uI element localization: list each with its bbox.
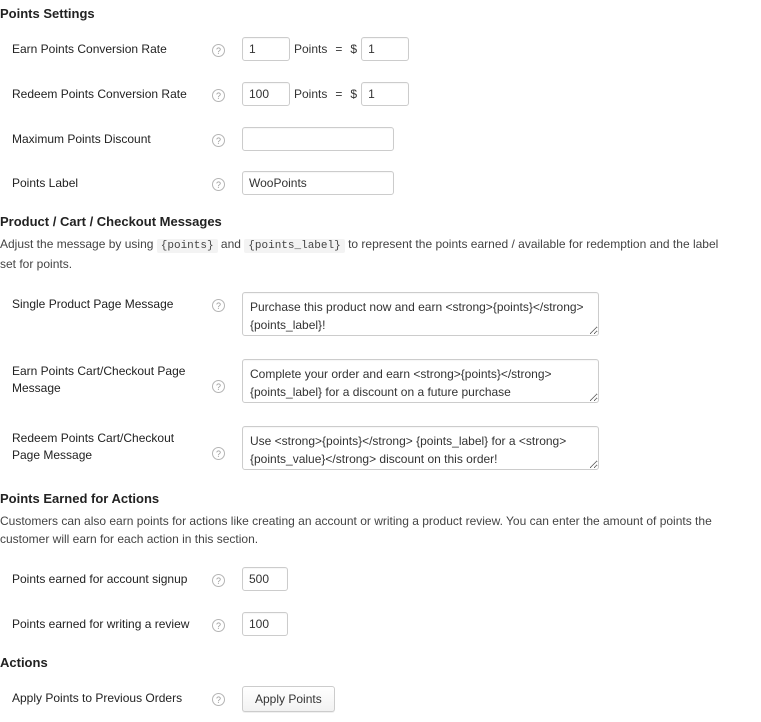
label-maximum-points-discount: Maximum Points Discount <box>12 131 151 146</box>
table-row <box>0 282 761 349</box>
field-cell <box>242 117 761 162</box>
help-icon[interactable]: ? <box>212 693 225 706</box>
table-row <box>0 161 761 206</box>
table-row <box>0 72 761 117</box>
help-icon[interactable]: ? <box>212 44 225 57</box>
help-cell <box>212 557 242 602</box>
points-label-token-code: {points_label} <box>244 239 344 253</box>
help-cell <box>212 27 242 72</box>
points-word-label: Points <box>294 86 328 101</box>
points-account-signup-input[interactable] <box>242 567 288 591</box>
earn-points-rate-points-input[interactable] <box>242 37 290 61</box>
maximum-points-discount-input[interactable] <box>242 127 394 151</box>
field-cell <box>242 416 761 483</box>
messages-table <box>0 282 761 483</box>
help-icon[interactable]: ? <box>212 89 225 102</box>
currency-label: $ <box>350 86 358 101</box>
points-token-code: {points} <box>157 239 218 253</box>
label-redeem-points-conversion-rate: Redeem Points Conversion Rate <box>12 86 187 101</box>
label-points-label: Points Label <box>12 176 79 191</box>
redeem-points-rate-points-input[interactable] <box>242 82 290 106</box>
table-row <box>0 557 761 602</box>
help-cell <box>212 602 242 647</box>
section-title-points-earned-for-actions: Points Earned for Actions <box>0 490 160 506</box>
help-icon[interactable]: ? <box>212 134 225 147</box>
field-cell <box>242 602 761 647</box>
label-apply-points-previous-orders: Apply Points to Previous Orders <box>12 690 183 705</box>
single-product-page-message-textarea[interactable] <box>242 292 599 336</box>
table-row <box>0 676 761 722</box>
messages-intro-before: Adjust the message by using <box>0 237 154 252</box>
points-settings-table <box>0 27 761 206</box>
apply-points-button[interactable]: Apply Points <box>242 686 335 712</box>
field-cell <box>242 349 761 416</box>
earn-points-cart-checkout-message-textarea[interactable] <box>242 359 599 403</box>
help-cell <box>212 282 242 349</box>
label-points-earned-writing-review: Points earned for writing a review <box>12 616 190 631</box>
help-cell <box>212 161 242 206</box>
section-title-points-settings: Points Settings <box>0 6 95 21</box>
help-cell <box>212 72 242 117</box>
field-cell <box>242 161 761 206</box>
redeem-points-cart-checkout-message-textarea[interactable] <box>242 426 599 470</box>
currency-label: $ <box>350 42 358 56</box>
help-icon[interactable]: ? <box>212 447 225 460</box>
help-cell <box>212 676 242 722</box>
field-cell <box>242 72 761 117</box>
field-cell <box>242 676 761 722</box>
equals-label: = <box>335 42 343 56</box>
points-earned-table <box>0 557 761 647</box>
help-icon[interactable]: ? <box>212 574 225 587</box>
help-cell <box>212 416 242 483</box>
section-title-actions: Actions <box>0 654 48 670</box>
points-earned-intro: Customers can also earn points for actions like creating an account or writing a product review. You can enter the amount of points the customer will earn for each action in this section. <box>0 513 712 547</box>
messages-intro-after: to represent the points earned / available for redemption and the label set for points. <box>0 237 719 272</box>
messages-intro <box>0 235 730 274</box>
label-points-earned-account-signup: Points earned for account signup <box>12 572 188 587</box>
help-icon[interactable]: ? <box>212 619 225 632</box>
help-icon[interactable]: ? <box>212 299 225 312</box>
redeem-points-rate-amount-input[interactable] <box>361 82 409 106</box>
field-cell <box>242 557 761 602</box>
help-icon[interactable]: ? <box>212 380 225 393</box>
label-redeem-points-cart-checkout-message: Redeem Points Cart/Checkout Page Message <box>12 430 175 462</box>
points-label-input[interactable] <box>242 171 394 195</box>
points-word-label: Points <box>294 42 328 56</box>
help-cell <box>212 349 242 416</box>
field-cell <box>242 27 761 72</box>
label-earn-points-cart-checkout-message: Earn Points Cart/Checkout Page Message <box>12 363 186 395</box>
points-writing-review-input[interactable] <box>242 612 288 636</box>
equals-label: = <box>335 86 343 101</box>
table-row <box>0 27 761 72</box>
help-cell <box>212 117 242 162</box>
table-row <box>0 416 761 483</box>
messages-intro-middle: and <box>220 237 241 252</box>
field-cell <box>242 282 761 349</box>
table-row <box>0 602 761 647</box>
section-title-messages: Product / Cart / Checkout Messages <box>0 214 222 230</box>
label-earn-points-conversion-rate: Earn Points Conversion Rate <box>12 42 167 56</box>
actions-table <box>0 676 761 722</box>
label-single-product-page-message: Single Product Page Message <box>12 296 174 311</box>
table-row <box>0 349 761 416</box>
earn-points-rate-amount-input[interactable] <box>361 37 409 61</box>
table-row <box>0 117 761 162</box>
help-icon[interactable]: ? <box>212 178 225 191</box>
